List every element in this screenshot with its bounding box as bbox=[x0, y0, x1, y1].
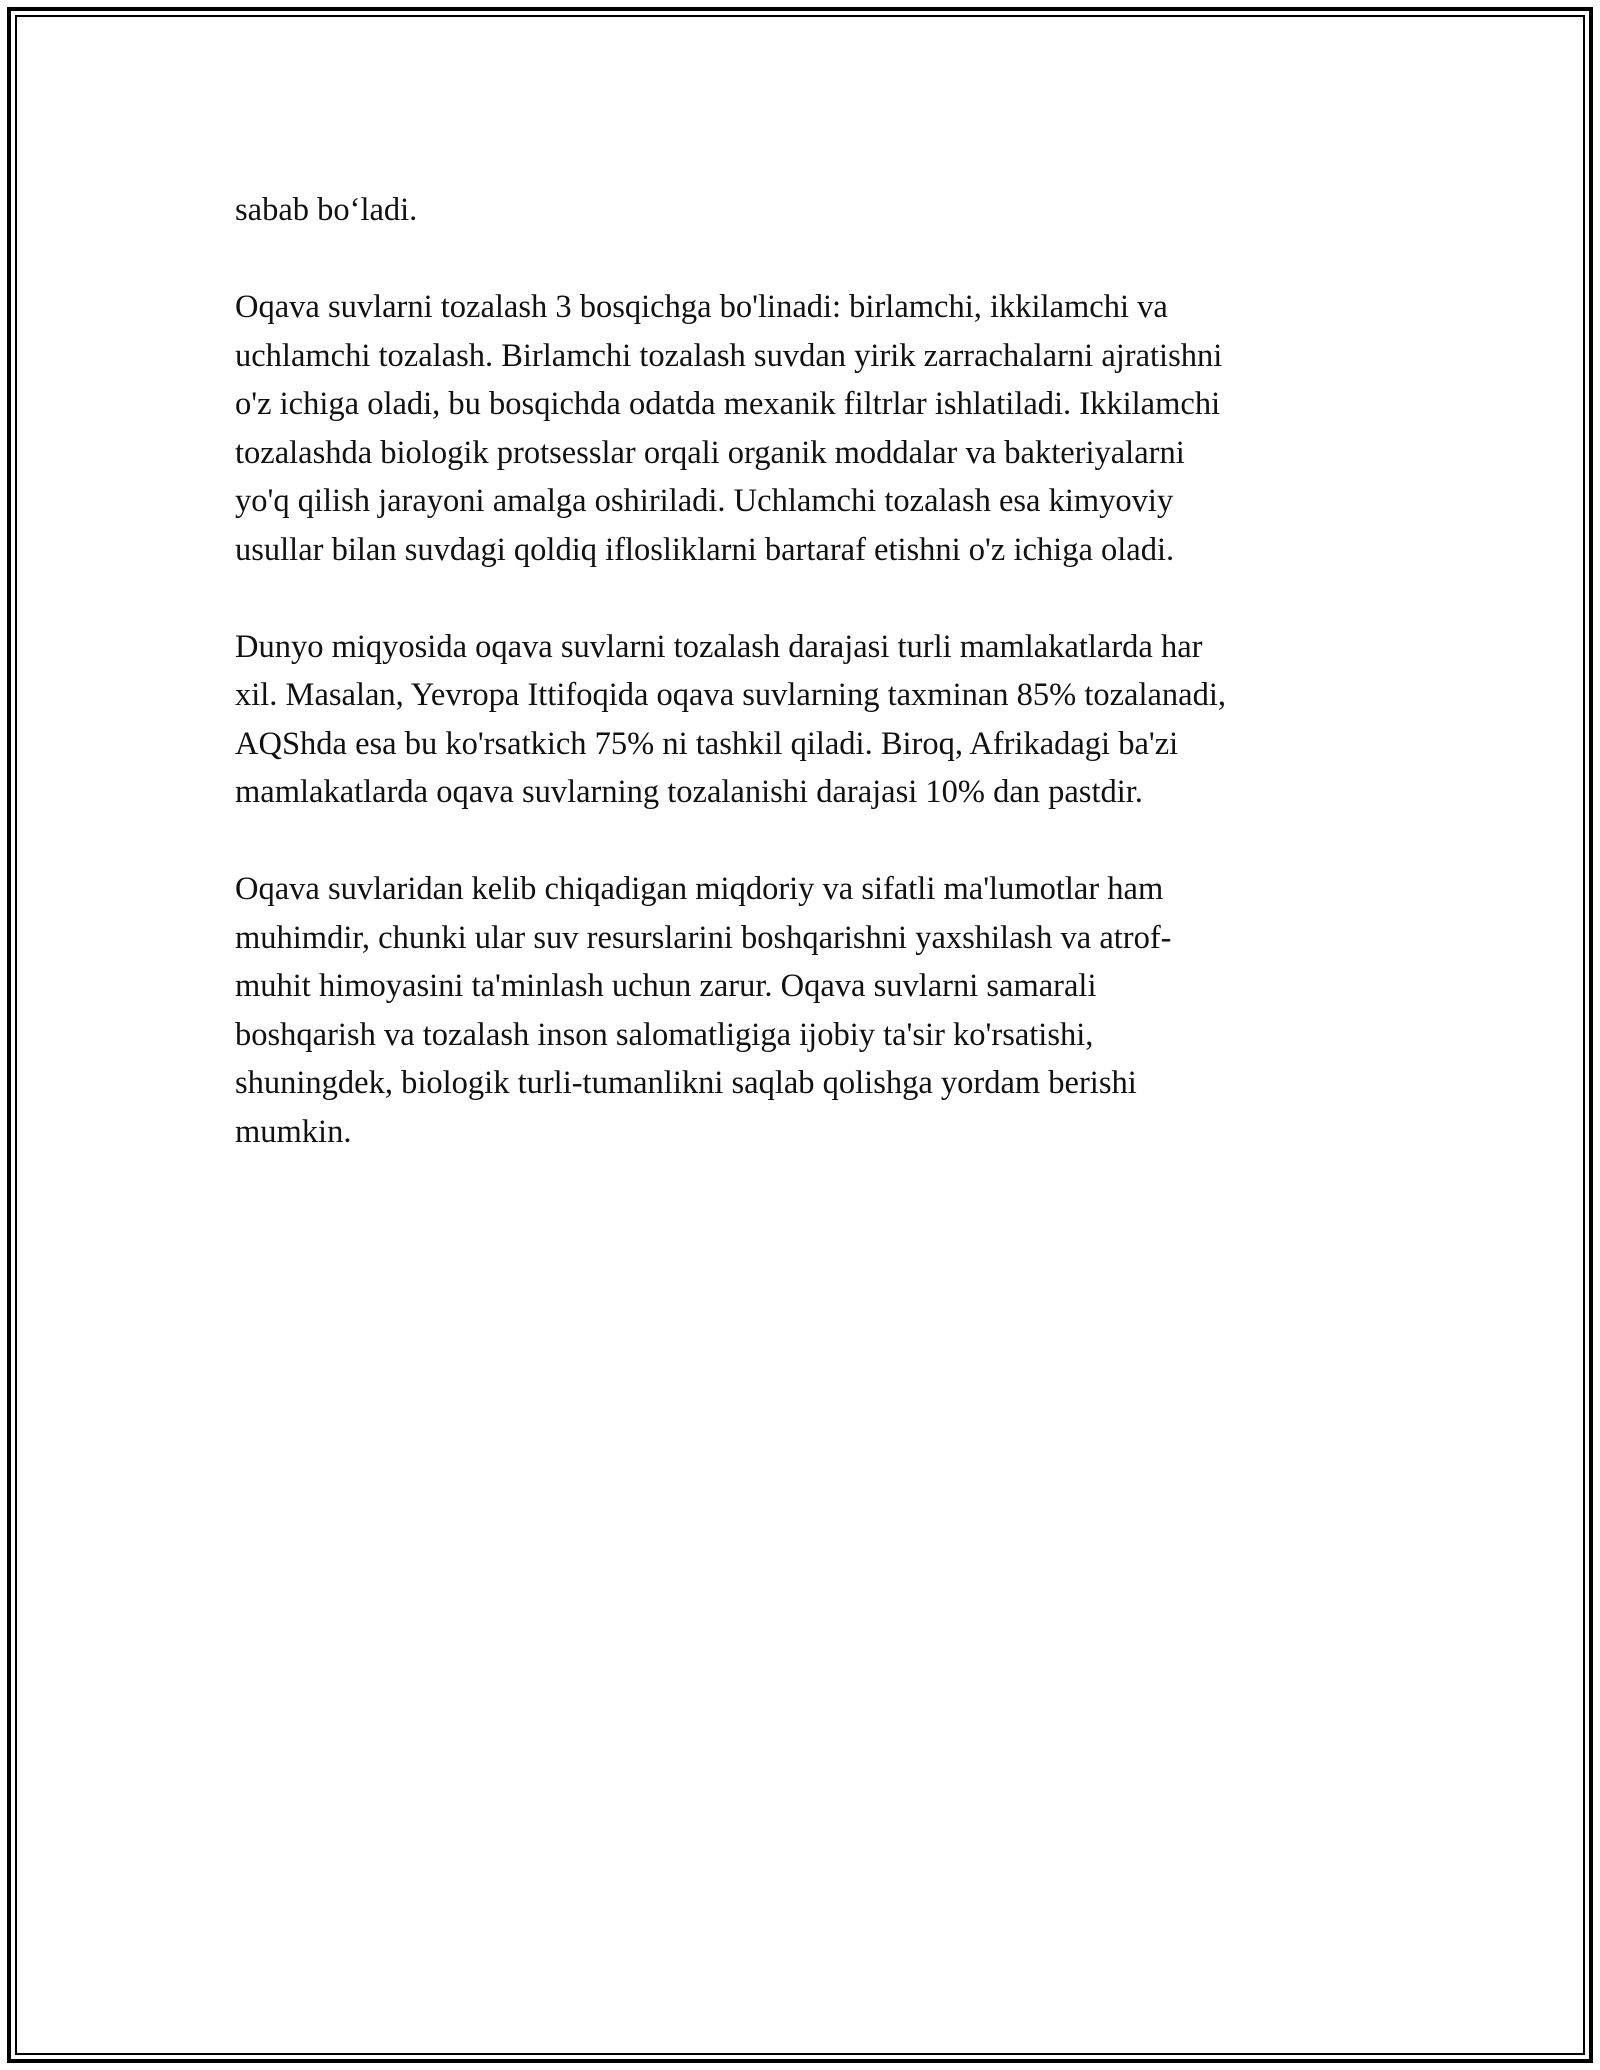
paragraph-4 bbox=[235, 865, 1365, 1156]
paragraph-1 bbox=[235, 186, 1365, 235]
text-line: muhit himoyasini ta'minlash uchun zarur. Oqava suvlarni samarali bbox=[235, 968, 1097, 1004]
text-line: AQShda esa bu ko'rsatkich 75% ni tashkil qiladi. Biroq, Afrikadagi ba'zi bbox=[235, 725, 1179, 762]
text-line: usullar bilan suvdagi qoldiq ifloslіklarni bartaraf etishni o'z ichiga oladi. bbox=[235, 531, 1175, 568]
text-line: Oqava suvlaridan kelib chiqadigan miqdoriy va sifatli ma'lumotlar ham bbox=[235, 871, 1164, 907]
text-line: Dunyo miqyosida oqava suvlarni tozalash darajasi turli mamlakatlarda har bbox=[235, 628, 1203, 665]
document-body bbox=[235, 186, 1365, 1205]
text-line: boshqarish va tozalash inson salomatligiga ijobiy ta'sir ko'rsatishi, bbox=[235, 1016, 1094, 1053]
paragraph-2 bbox=[235, 283, 1365, 574]
text-line: sabab bo‘ladi. bbox=[235, 192, 418, 228]
text-line: xil. Masalan, Yevropa Ittifoqida oqava suvlarning taxminan 85% tozalanadi, bbox=[235, 677, 1227, 713]
text-line: muhimdir, chunki ular suv resurslarini boshqarishni yaxshilash va atrof- bbox=[235, 919, 1172, 956]
text-line: mamlakatlarda oqava suvlarning tozalanishi darajasi 10% dan pastdir. bbox=[235, 774, 1143, 810]
text-line: mumkin. bbox=[235, 1113, 352, 1150]
text-line: shuningdek, biologik turli-tumanlikni saqlab qolishga yordam berishi bbox=[235, 1065, 1137, 1101]
text-line: yo'q qilish jarayoni amalga oshiriladi. Uchlamchi tozalash esa kimyoviy bbox=[235, 483, 1174, 519]
text-line: uchlamchi tozalash. Birlamchi tozalash suvdan yirik zarrachalarni ajratishni bbox=[235, 337, 1223, 374]
text-line: Oqava suvlarni tozalash 3 bosqichga bo'linadi: birlamchi, ikkilamchi va bbox=[235, 289, 1168, 325]
text-line: o'z ichiga oladi, bu bosqichda odatda mexanik filtrlar ishlatiladi. Ikkilamchi bbox=[235, 386, 1221, 422]
paragraph-3 bbox=[235, 623, 1365, 817]
text-line: tozalashda biologik protsesslar orqali organik moddalar va bakteriyalarni bbox=[235, 434, 1185, 471]
